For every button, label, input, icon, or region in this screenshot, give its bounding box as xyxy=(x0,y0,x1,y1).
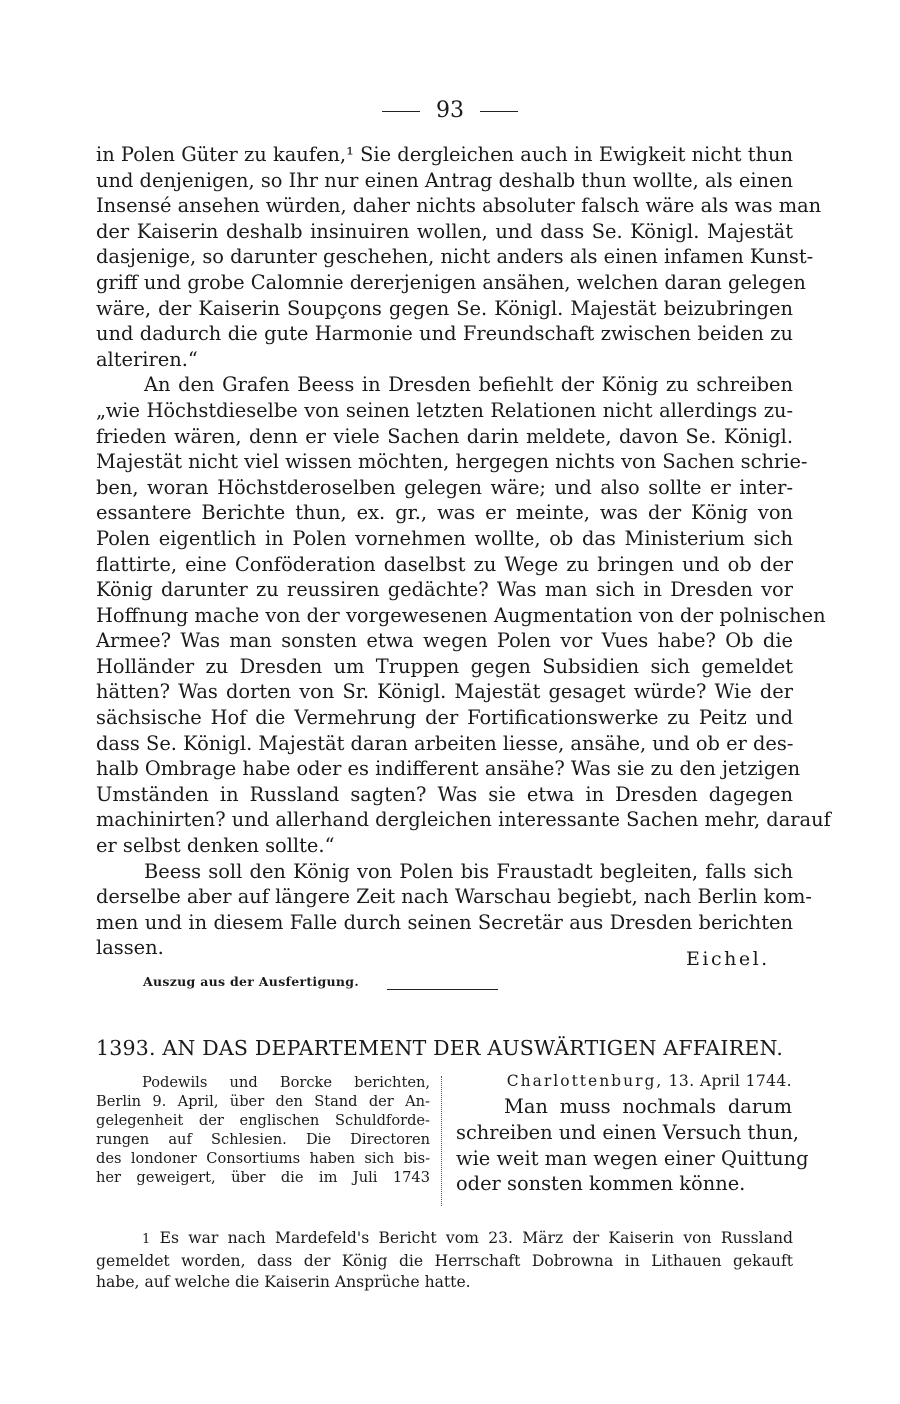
document-title: 1393. AN DAS DEPARTEMENT DER AUSWÄRTIGEN AFFAIREN. xyxy=(96,1036,784,1060)
summary-column xyxy=(96,1074,430,1187)
text-line: der Kaiserin deshalb insinuiren wollen, und dass Se. Königl. Majestät xyxy=(96,219,793,243)
paragraph-1 xyxy=(96,142,822,372)
footnote-line xyxy=(96,1228,793,1251)
text-line: halb Ombrage habe oder es indifferent ansähe? Was sie zu den jetzigen xyxy=(96,757,801,781)
text-line: „wie Höchstdieselbe von seinen letzten Relationen nicht allerdings zu- xyxy=(96,398,793,422)
text-line: men und in diesem Falle durch seinen Secretär aus Dresden berichten xyxy=(96,910,793,934)
text-line: er selbst denken sollte.“ xyxy=(96,834,335,858)
text-line: und dadurch die gute Harmonie und Freundschaft zwischen beiden zu xyxy=(96,322,793,346)
text-line: Umständen in Russland sagten? Was sie etwa in Dresden dagegen xyxy=(96,782,793,806)
text-line: dass Se. Königl. Majestät daran arbeiten liesse, ansähe, und ob er des- xyxy=(96,731,794,755)
date: 13. April 1744. xyxy=(668,1072,792,1090)
column-divider xyxy=(441,1076,442,1206)
footnote-marker: 1 xyxy=(142,1232,151,1247)
letter-column xyxy=(456,1072,809,1197)
summary-line: Podewils und Borcke berichten, xyxy=(142,1074,430,1091)
text-line: König darunter zu reussiren gedächte? Was man sich in Dresden vor xyxy=(96,578,793,602)
header-dash-left xyxy=(382,111,420,112)
summary-line: rungen auf Schlesien. Die Directoren xyxy=(96,1130,430,1148)
letter-line: schreiben und einen Versuch thun, xyxy=(456,1120,799,1144)
section-rule xyxy=(387,989,498,990)
letter-line: wie weit man wegen einer Quittung xyxy=(456,1146,809,1170)
text-line: alteriren.“ xyxy=(96,347,198,371)
text-line: derselbe aber auf längere Zeit nach Warschau begiebt, nach Berlin kom- xyxy=(96,885,812,909)
main-text xyxy=(96,142,831,961)
summary-line: gelegenheit der englischen Schuldforde- xyxy=(96,1111,430,1129)
footnote-line: habe, auf welche die Kaiserin Ansprüche hatte. xyxy=(96,1273,471,1292)
source-note: Auszug aus der Ausfertigung. xyxy=(143,974,359,989)
text-line: essantere Berichte thun, ex. gr., was er meinte, was der König von xyxy=(96,501,793,525)
page-header xyxy=(0,98,900,123)
text-line: wäre, der Kaiserin Soupçons gegen Se. Königl. Majestät beizubringen xyxy=(96,296,793,320)
text-line: ben, woran Höchstderoselben gelegen wäre; und also sollte er inter- xyxy=(96,475,793,499)
text-line: Holländer zu Dresden um Truppen gegen Subsidien sich gemeldet xyxy=(96,654,793,678)
text-line: Armee? Was man sonsten etwa wegen Polen vor Vues habe? Ob die xyxy=(96,629,793,653)
text-line: dasjenige, so darunter geschehen, nicht anders als einen infamen Kunst- xyxy=(96,245,814,269)
letter-line: oder sonsten kommen könne. xyxy=(456,1172,746,1196)
place: Charlottenburg, xyxy=(506,1072,664,1090)
text-line: Hoffnung mache von der vorgewesenen Augmentation von der polnischen xyxy=(96,603,826,627)
text-line: frieden wären, denn er viele Sachen darin meldete, davon Se. Königl. xyxy=(96,424,793,448)
paragraph-2 xyxy=(96,372,831,858)
summary-line: her geweigert, über die im Juli 1743 xyxy=(96,1168,430,1186)
text-line: Polen eigentlich in Polen vornehmen wollte, ob das Ministerium sich xyxy=(96,526,793,550)
text-line: sächsische Hof die Vermehrung der Fortificationswerke zu Peitz und xyxy=(96,706,793,730)
text-line: und denjenigen, so Ihr nur einen Antrag deshalb thun wollte, als einen xyxy=(96,168,793,192)
text-line: Insensé ansehen würden, daher nichts absoluter falsch wäre als was man xyxy=(96,194,822,218)
place-date xyxy=(456,1072,792,1090)
header-dash-right xyxy=(480,111,518,112)
summary-line: Berlin 9. April, über den Stand der An- xyxy=(96,1092,430,1110)
text-line: flattirte, eine Conföderation daselbst zu Wege zu bringen und ob der xyxy=(96,552,793,576)
summary-line: des londoner Consortiums haben sich bis- xyxy=(96,1149,430,1167)
text-line: in Polen Güter zu kaufen,¹ Sie dergleichen auch in Ewigkeit nicht thun xyxy=(96,143,793,166)
paragraph-3 xyxy=(96,859,812,961)
signature: Eichel. xyxy=(686,948,770,970)
text-line: lassen. xyxy=(96,936,164,960)
letter-text xyxy=(456,1094,809,1197)
text-line: Majestät nicht viel wissen möchten, hergegen nichts von Sachen schrie- xyxy=(96,450,808,474)
footnote xyxy=(96,1228,793,1294)
page-number: 93 xyxy=(436,98,464,123)
letter-line: Man muss nochmals darum xyxy=(504,1095,792,1118)
text-line: griff und grobe Calomnie dererjenigen ansähen, welchen daran gelegen xyxy=(96,270,806,294)
text-line: hätten? Was dorten von Sr. Königl. Majestät gesaget würde? Wie der xyxy=(96,680,793,704)
footnote-text: Es war nach Mardefeld's Bericht vom 23. März der Kaiserin von Russland xyxy=(159,1229,793,1247)
footnote-line: gemeldet worden, dass der König die Herrschaft Dobrowna in Lithauen gekauft xyxy=(96,1251,793,1270)
text-line: machinirten? und allerhand dergleichen interessante Sachen mehr, darauf xyxy=(96,808,831,832)
text-line: Beess soll den König von Polen bis Fraustadt begleiten, falls sich xyxy=(144,859,793,883)
text-line: An den Grafen Beess in Dresden befiehlt der König zu schreiben xyxy=(144,373,793,397)
